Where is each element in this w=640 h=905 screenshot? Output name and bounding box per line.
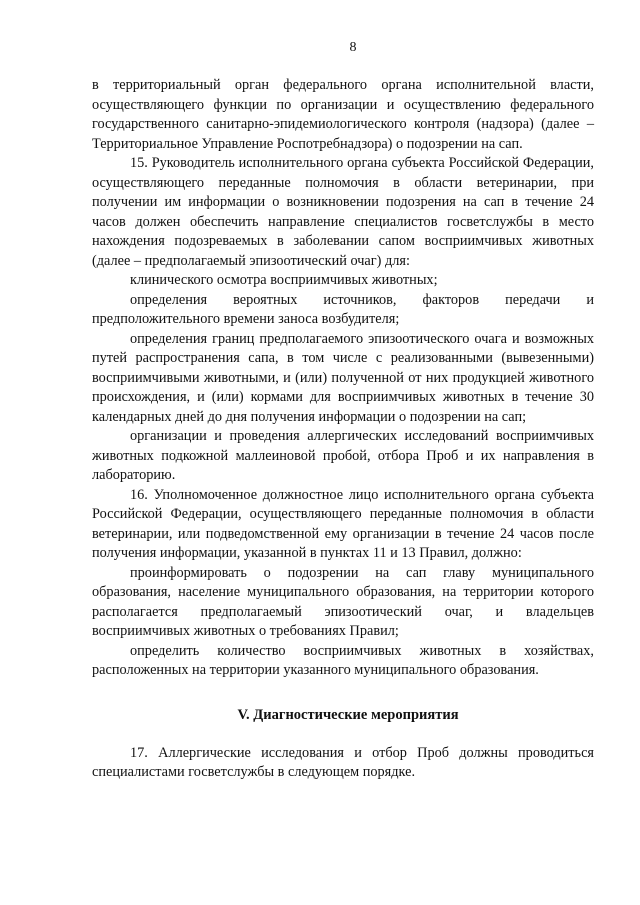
paragraph-borders: определения границ предполагаемого эпизоотического очага и возможных путей распространения сапа, в том числе с реализованными (вывезенными) восприимчивыми животными, и (или) полученной от них продукцией животного происхождения, и (или) кормами для восприимчивых животных в течение 30 календарных дней до дня получения информации о подозрении на сап; (92, 330, 594, 425)
paragraph-item-17: 17. Аллергические исследования и отбор Проб должны проводиться специалистами госветслужбы в следующем порядке. (92, 744, 594, 780)
paragraph-count-animals: определить количество восприимчивых животных в хозяйствах, расположенных на территории указанного муниципального образования. (92, 642, 594, 678)
page-number: 8 (349, 40, 357, 55)
paragraph-item-16: 16. Уполномоченное должностное лицо исполнительного органа субъекта Российской Федерации, осуществляющего переданные полномочия в области ветеринарии, или подведомственной ему организации в течение 24 часов после получения информации, указанной в пунктах 11 и 13 Правил, должно: (92, 486, 594, 561)
section-heading: V. Диагностические мероприятия (237, 706, 459, 723)
paragraph-allergy-tests: организации и проведения аллергических исследований восприимчивых животных подкожной маллеиновой пробой, отбора Проб и их направления в лабораторию. (92, 428, 594, 483)
paragraph-clinical-exam: клинического осмотра восприимчивых животных; (130, 272, 438, 288)
paragraph-inform: проинформировать о подозрении на сап главу муниципального образования, население муниципального образования, на территории которого располагается предполагаемый эпизоотический очаг, и владельцев восприимчивых животных о требованиях Правил; (92, 564, 594, 639)
paragraph-item-15: 15. Руководитель исполнительного органа субъекта Российской Федерации, осуществляющего переданные полномочия в области ветеринарии, при получении им информации о возникновении подозрения на сап в течение 24 часов должен обеспечить направление специалистов госветслужбы в место нахождения подозреваемых в заболевании сапом восприимчивых животных (далее – предполагаемый эпизоотический очаг) для: (92, 155, 594, 269)
paragraph-territorial-organ: в территориальный орган федерального органа исполнительной власти, осуществляющего функции по организации и осуществлению федерального государственного санитарно-эпидемиологического контроля (надзора) (далее – Территориальное Управление Роспотребнадзора) о подозрении на сап. (92, 77, 594, 152)
paragraph-sources: определения вероятных источников, факторов передачи и предположительного времени заноса возбудителя; (92, 291, 594, 327)
